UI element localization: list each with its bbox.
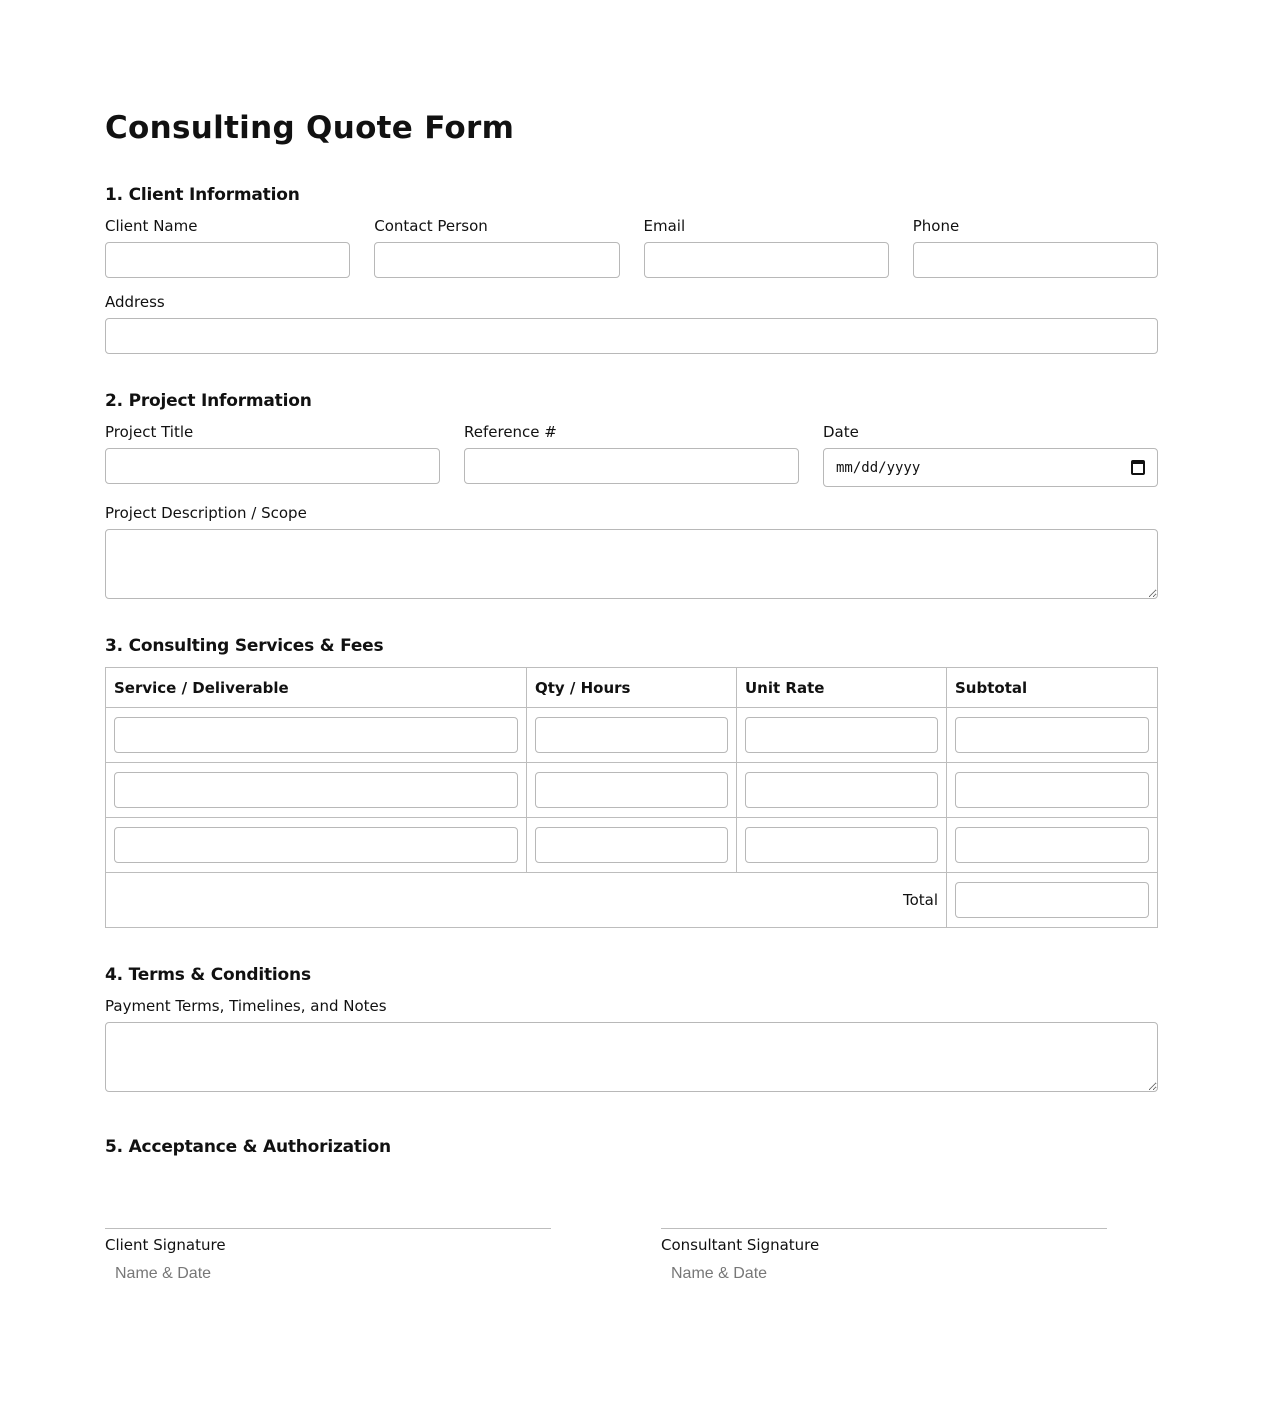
column-header-rate: Unit Rate bbox=[737, 668, 947, 708]
reference-input[interactable] bbox=[464, 448, 799, 484]
email-input[interactable] bbox=[644, 242, 889, 278]
table-row bbox=[106, 763, 1158, 818]
terms-textarea[interactable] bbox=[105, 1022, 1158, 1092]
calendar-icon[interactable] bbox=[1131, 460, 1145, 475]
table-row bbox=[106, 818, 1158, 873]
total-row bbox=[106, 873, 1158, 928]
service-input[interactable] bbox=[114, 827, 518, 863]
client-signature-block bbox=[105, 1228, 551, 1293]
service-input[interactable] bbox=[114, 772, 518, 808]
column-header-qty: Qty / Hours bbox=[527, 668, 737, 708]
service-input[interactable] bbox=[114, 717, 518, 753]
total-label: Total bbox=[106, 873, 947, 928]
signature-line bbox=[105, 1228, 551, 1229]
client-signature-label: Client Signature bbox=[105, 1236, 226, 1254]
terms-label: Payment Terms, Timelines, and Notes bbox=[105, 997, 387, 1015]
signature-line bbox=[661, 1228, 1107, 1229]
rate-input[interactable] bbox=[745, 772, 938, 808]
section-heading: 4. Terms & Conditions bbox=[105, 965, 311, 985]
consultant-signature-block bbox=[661, 1228, 1107, 1293]
terms-section bbox=[105, 964, 1158, 1092]
client-name-input[interactable] bbox=[105, 242, 350, 278]
acceptance-section bbox=[105, 1136, 1158, 1293]
contact-person-input[interactable] bbox=[374, 242, 619, 278]
subtotal-input[interactable] bbox=[955, 827, 1149, 863]
contact-person-label: Contact Person bbox=[374, 217, 488, 235]
address-label: Address bbox=[105, 293, 165, 311]
rate-input[interactable] bbox=[745, 827, 938, 863]
section-heading: 5. Acceptance & Authorization bbox=[105, 1137, 391, 1157]
rate-input[interactable] bbox=[745, 717, 938, 753]
description-textarea[interactable] bbox=[105, 529, 1158, 599]
description-label: Project Description / Scope bbox=[105, 504, 307, 522]
consultant-signature-label: Consultant Signature bbox=[661, 1236, 820, 1254]
date-input[interactable] bbox=[823, 448, 1158, 487]
qty-input[interactable] bbox=[535, 772, 728, 808]
section-heading: 3. Consulting Services & Fees bbox=[105, 636, 384, 656]
date-label: Date bbox=[823, 423, 859, 441]
table-header-row bbox=[106, 668, 1158, 708]
table-row bbox=[106, 708, 1158, 763]
project-title-input[interactable] bbox=[105, 448, 440, 484]
address-input[interactable] bbox=[105, 318, 1158, 354]
services-fees-section bbox=[105, 635, 1158, 928]
date-placeholder: mm/dd/yyyy bbox=[836, 459, 921, 476]
page-title: Consulting Quote Form bbox=[105, 110, 515, 146]
column-header-service: Service / Deliverable bbox=[106, 668, 527, 708]
client-information-section bbox=[105, 184, 1158, 354]
reference-label: Reference # bbox=[464, 423, 557, 441]
subtotal-input[interactable] bbox=[955, 717, 1149, 753]
subtotal-input[interactable] bbox=[955, 772, 1149, 808]
project-information-section bbox=[105, 390, 1158, 599]
email-label: Email bbox=[643, 217, 686, 235]
section-heading: 2. Project Information bbox=[105, 391, 312, 411]
qty-input[interactable] bbox=[535, 717, 728, 753]
client-name-label: Client Name bbox=[105, 217, 198, 235]
fees-table bbox=[105, 667, 1158, 928]
consultant-name-date-input[interactable] bbox=[661, 1255, 1107, 1293]
project-title-label: Project Title bbox=[105, 423, 194, 441]
total-input[interactable] bbox=[955, 882, 1149, 918]
qty-input[interactable] bbox=[535, 827, 728, 863]
phone-label: Phone bbox=[912, 217, 960, 235]
phone-input[interactable] bbox=[913, 242, 1158, 278]
client-name-date-input[interactable] bbox=[105, 1255, 551, 1293]
section-heading: 1. Client Information bbox=[105, 185, 300, 205]
column-header-subtotal: Subtotal bbox=[947, 668, 1158, 708]
